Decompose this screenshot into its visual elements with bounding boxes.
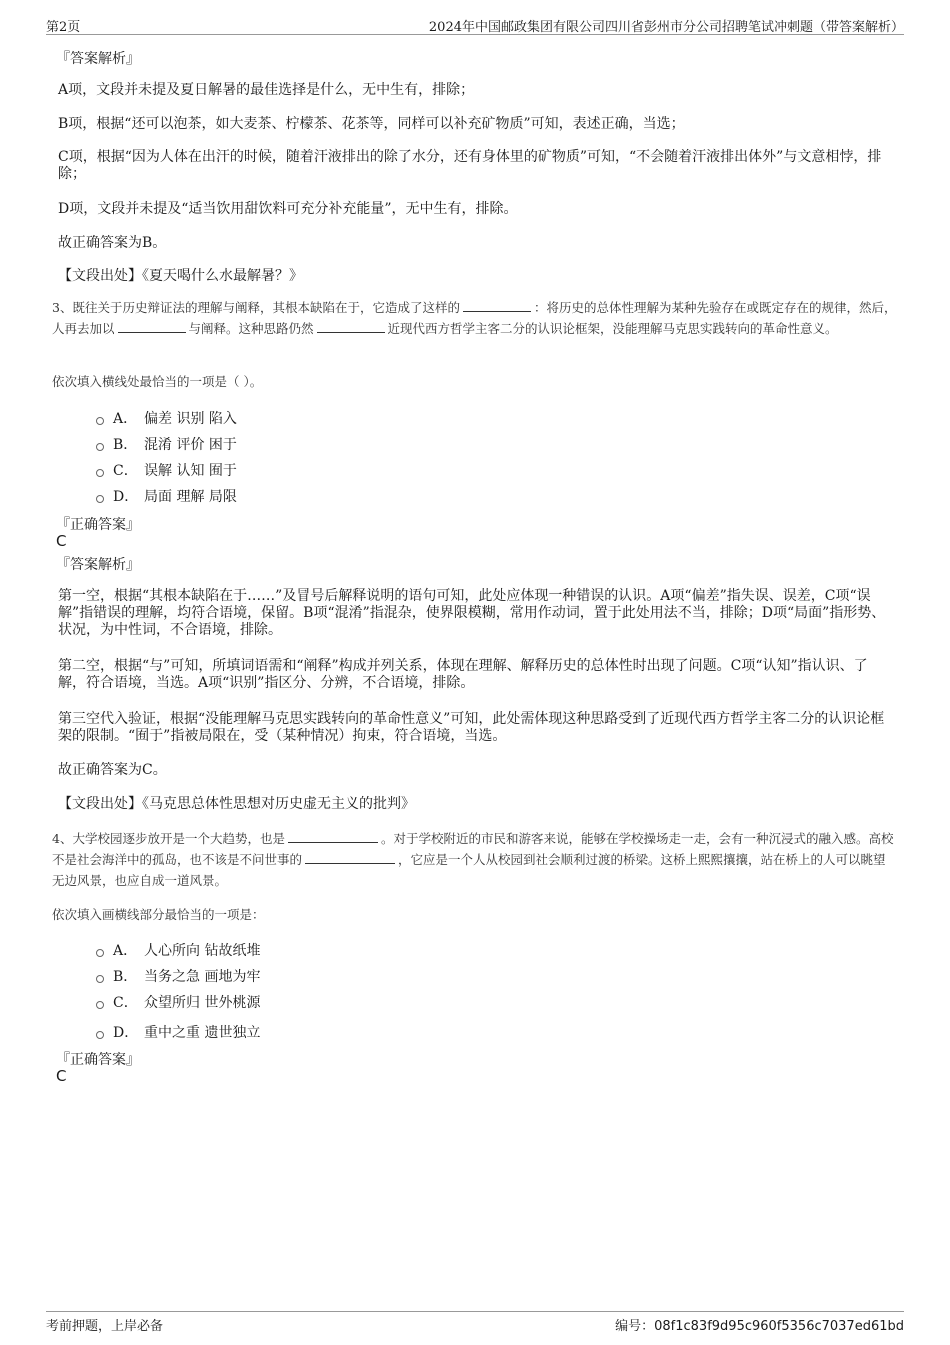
footer-divider bbox=[46, 1311, 904, 1312]
radio-icon[interactable] bbox=[96, 495, 104, 503]
option-d[interactable]: D． 局面 理解 局限 bbox=[96, 486, 237, 506]
radio-icon[interactable] bbox=[96, 443, 104, 451]
question-3-text: 3、既往关于历史辩证法的理解与阐释，其根本缺陷在于，它造成了这样的 ：将历史的总体性理解为某种先验存在或既定存在的规律，然后，人再去加以 与阐释。这种思路仍然 近现代西方哲学主客二分的认识论框架，没能理解马克思实践转向的革命性意义。 bbox=[52, 300, 897, 336]
correct-answer-label: 『正确答案』 bbox=[56, 517, 140, 533]
page-number: 第2页 bbox=[46, 20, 81, 35]
passage-source: 【文段出处】《马克思总体性思想对历史虚无主义的批判》 bbox=[58, 796, 415, 812]
header-divider bbox=[46, 34, 904, 35]
radio-icon[interactable] bbox=[96, 469, 104, 477]
document-id: 编号：08f1c83f9d95c960f5356c7037ed61bd bbox=[615, 1319, 904, 1334]
option-d[interactable]: D． 重中之重 遗世独立 bbox=[96, 1022, 260, 1042]
blank bbox=[317, 320, 385, 333]
correct-answer-label: 『正确答案』 bbox=[56, 1052, 140, 1068]
analysis-blank-3: 第三空代入验证，根据“没能理解马克思实践转向的革命性意义”可知，此处需体现这种思路受到了近现代西方哲学主客二分的认识论框架的限制。“囿于”指被局限在，受（某种情况）拘束，符合语境，当选。 bbox=[58, 711, 885, 744]
radio-icon[interactable] bbox=[96, 1031, 104, 1039]
footer-slogan: 考前押题，上岸必备 bbox=[46, 1319, 164, 1334]
analysis-blank-1: 第一空，根据“其根本缺陷在于……”及冒号后解释说明的语句可知，此处应体现一种错误的认识。A项“偏差”指失误、误差，C项“误解”指错误的理解，均符合语境，保留。B项“混淆”指混杂，使界限模糊，常用作动词，置于此处用法不当，排除；D项“局面”指形势、状况，为中性词，不合语境，排除。 bbox=[58, 588, 886, 638]
analysis-blank-2: 第二空，根据“与”可知，所填词语需和“阐释”构成并列关系，体现在理解、解释历史的总体性时出现了问题。C项“认知”指认识、了解，符合语境，当选。A项“识别”指区分、分辨，不合语境，排除。 bbox=[58, 658, 868, 691]
blank bbox=[463, 299, 531, 312]
radio-icon[interactable] bbox=[96, 1001, 104, 1009]
analysis-item-a: A项，文段并未提及夏日解暑的最佳选择是什么，无中生有，排除； bbox=[58, 82, 475, 98]
passage-source: 【文段出处】《夏天喝什么水最解暑？》 bbox=[58, 268, 303, 284]
question-4-prompt: 依次填入画横线部分最恰当的一项是： bbox=[52, 907, 265, 922]
option-c[interactable]: C． 误解 认知 囿于 bbox=[96, 460, 237, 480]
option-a[interactable]: A． 人心所向 钻故纸堆 bbox=[96, 940, 260, 960]
radio-icon[interactable] bbox=[96, 975, 104, 983]
question-4-text: 4、大学校园逐步放开是一个大趋势，也是 。对于学校附近的市民和游客来说，能够在学校操场走一走，会有一种沉浸式的融入感。高校不是社会海洋中的孤岛，也不该是不问世事的 ，它应是一个人从校园到社会顺利过渡的桥梁。这桥上熙熙攘攘，站在桥上的人可以眺望无边风景，也应自成一道风景。 bbox=[52, 831, 894, 888]
blank bbox=[288, 830, 378, 843]
correct-answer-statement: 故正确答案为B。 bbox=[58, 235, 167, 251]
blank bbox=[305, 851, 395, 864]
document-title: 2024年中国邮政集团有限公司四川省彭州市分公司招聘笔试冲刺题（带答案解析） bbox=[428, 20, 904, 35]
option-c[interactable]: C． 众望所归 世外桃源 bbox=[96, 992, 260, 1012]
analysis-item-b: B项，根据“还可以泡茶，如大麦茶、柠檬茶、花茶等，同样可以补充矿物质”可知，表述正确，当选； bbox=[58, 116, 685, 132]
blank bbox=[118, 320, 186, 333]
correct-answer-value: C bbox=[56, 1067, 67, 1085]
answer-analysis-label: 『答案解析』 bbox=[56, 557, 140, 573]
analysis-item-d: D项，文段并未提及“适当饮用甜饮料可充分补充能量”，无中生有，排除。 bbox=[58, 201, 518, 217]
option-b[interactable]: B． 混淆 评价 困于 bbox=[96, 434, 237, 454]
radio-icon[interactable] bbox=[96, 417, 104, 425]
option-b[interactable]: B． 当务之急 画地为牢 bbox=[96, 966, 260, 986]
correct-answer-value: C bbox=[56, 532, 67, 550]
question-3-prompt: 依次填入横线处最恰当的一项是（ ）。 bbox=[52, 374, 263, 389]
correct-answer-statement: 故正确答案为C。 bbox=[58, 762, 167, 778]
answer-analysis-label: 『答案解析』 bbox=[56, 51, 140, 67]
radio-icon[interactable] bbox=[96, 949, 104, 957]
option-a[interactable]: A． 偏差 识别 陷入 bbox=[96, 408, 237, 428]
analysis-item-c: C项，根据“因为人体在出汗的时候，随着汗液排出的除了水分，还有身体里的矿物质”可知，“不会随着汗液排出体外”与文意相悖，排除； bbox=[58, 149, 882, 182]
